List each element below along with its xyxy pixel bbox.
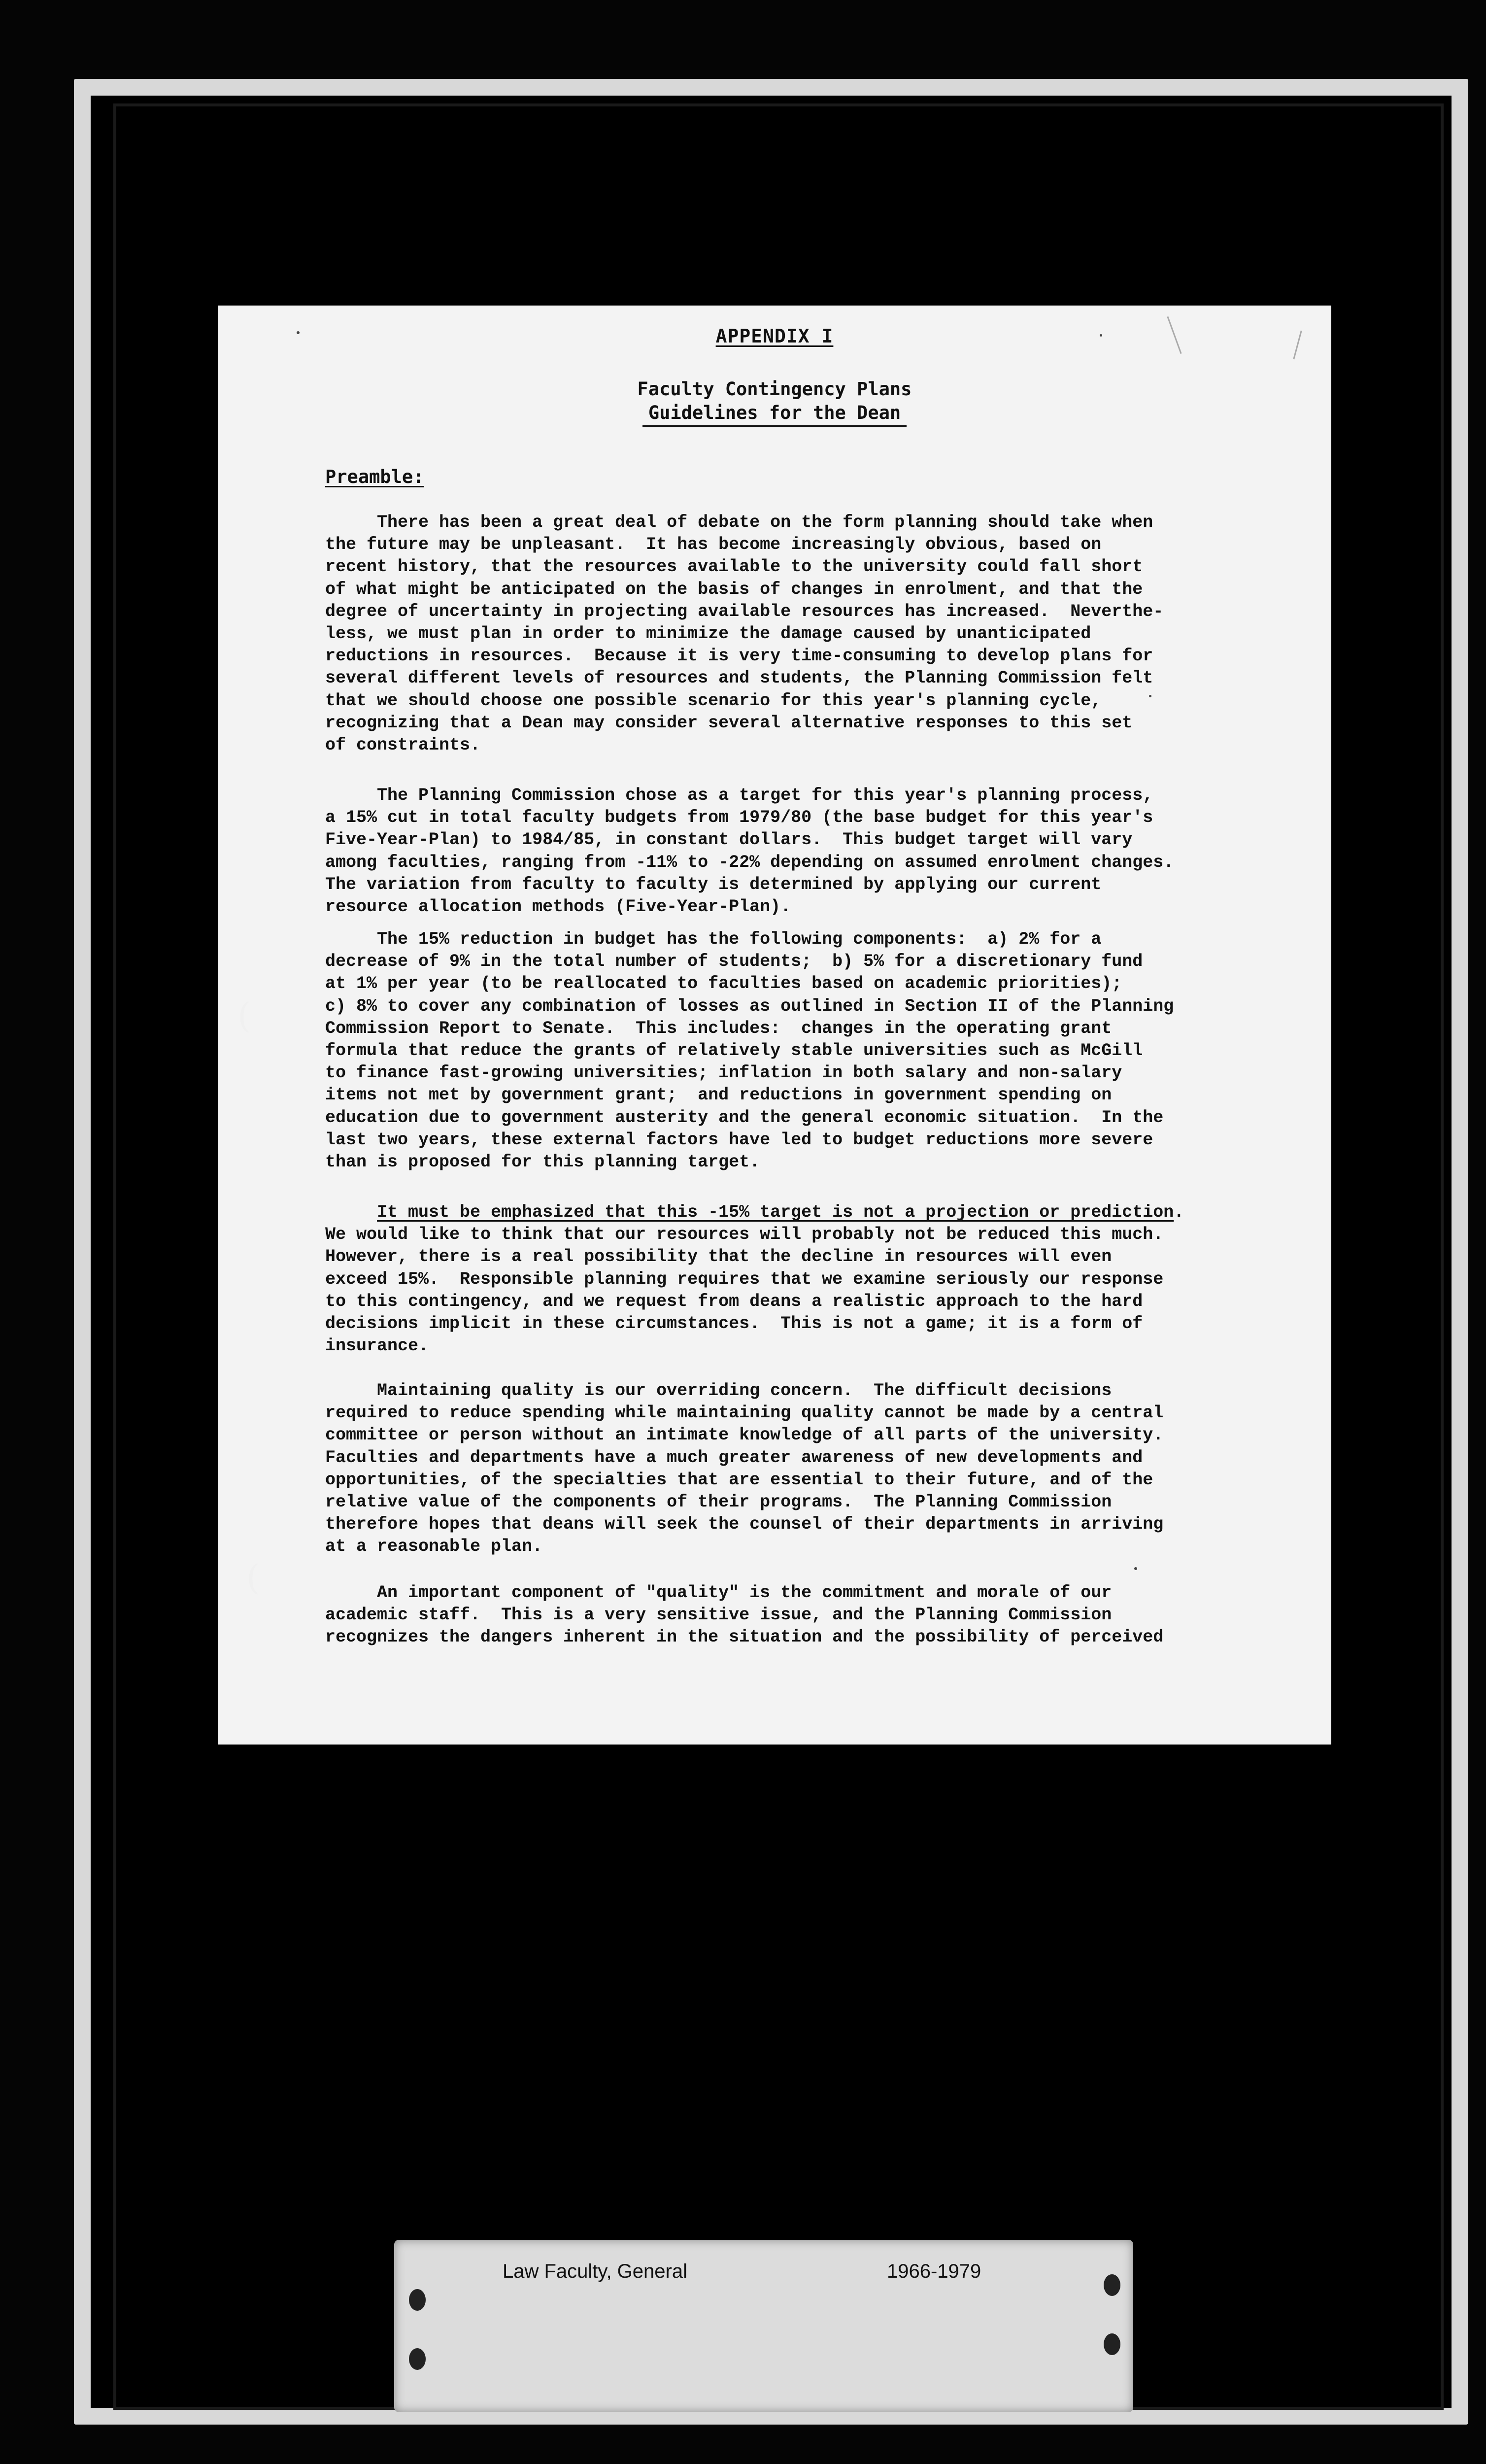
- appendix-title-text: APPENDIX I: [715, 325, 834, 347]
- film-speck: [1134, 1567, 1137, 1570]
- subtitle-line-1: Faculty Contingency Plans: [637, 378, 912, 400]
- punch-hole: [409, 2348, 426, 2370]
- margin-bracket-1: (: [237, 995, 251, 1036]
- margin-bracket-2: (: [246, 1557, 260, 1598]
- paragraph-3: The 15% reduction in budget has the following components: a) 2% for a decrease of 9% in the total number of students; b) 5% for a discretionary fund at 1% per year (to be reallocated to faculties based on academic priorities); c) 8% to cover any combination of losses as outlined in Section II of the Planning Commission Report to Senate. This includes: changes in the operating grant formula that reduce the grants of relatively stable universities such as McGill to finance fast-growing universities; inflation in both salary and non-salary items not met by government grant; and reductions in government spending on education due to government austerity and the general economic situation. In the last two years, these external factors have led to budget reductions more severe than is proposed for this planning target.: [325, 929, 1174, 1172]
- paragraph-1: There has been a great deal of debate on the form planning should take when the future may be unpleasant. It has become increasingly obvious, based on recent history, that the resources available to the university could fall short of what might be anticipated on the basis of changes in enrolment, and that the degree of uncertainty in projecting available resources has increased. Neverthe- less, we must plan in order to minimize the damage caused by unanticipated reductions in resources. Because it is very time-consuming to develop plans for several different levels of resources and students, the Planning Commission felt that we should choose one possible scenario for this year's planning cycle, recognizing that a Dean may consider several alternative responses to this set of constraints.: [325, 513, 1164, 755]
- preamble-heading: Preamble:: [325, 466, 424, 487]
- paragraph-5: Maintaining quality is our overriding concern. The difficult decisions required to reduce spending while maintaining quality cannot be made by a central committee or person without an intimate knowledge of all parts of the university. Faculties and departments have a much greater awareness of new developments and opportunities, of the specialties that are essential to their future, and of the relative value of the components of their programs. The Planning Commission therefore hopes that deans will seek the counsel of their departments in arriving at a reasonable plan.: [325, 1381, 1164, 1557]
- paragraph-4-rest: We would like to think that our resources will probably not be reduced this much. However, there is a real possibility that the decline in resources will even exceed 15%. Responsible planning requires that we examine seriously our response to this contingency, and we request from deans a realistic approach to the hard decisions implicit in these circumstances. This is not a game; it is a form of insurance.: [325, 1225, 1164, 1356]
- film-speck: [1100, 334, 1102, 337]
- punch-hole: [409, 2289, 426, 2311]
- punch-hole: [1104, 2333, 1120, 2355]
- film-speck: [297, 331, 300, 334]
- film-speck: [1149, 695, 1151, 697]
- paragraph-6: An important component of "quality" is the commitment and morale of our academic staff. This is a very sensitive issue, and the Planning Commission recognizes the dangers inherent in the situation and the possibility of perceived: [325, 1583, 1164, 1647]
- subtitle-line-2: [218, 402, 1331, 423]
- document-page: [218, 306, 1331, 1745]
- appendix-title: [218, 325, 1331, 347]
- punch-hole: [1104, 2274, 1120, 2296]
- microfilm-label-card: [394, 2240, 1133, 2412]
- subtitle-line-2-text: Guidelines for the Dean: [642, 402, 907, 427]
- emphasis-statement: It must be emphasized that this -15% target is not a projection or prediction: [377, 1202, 1174, 1222]
- paragraph-4: It must be emphasized that this -15% target is not a projection or prediction. We would like to think that our resources will probably not be reduced this much. However, there is a real possibility that the decline in resources will even exceed 15%. Responsible planning requires that we examine seriously our response to this contingency, and we request from deans a realistic approach to the hard decisions implicit in these circumstances. This is not a game; it is a form of insurance.: [325, 1202, 1184, 1356]
- years-label: 1966-1979: [887, 2260, 981, 2282]
- paragraph-2: The Planning Commission chose as a target for this year's planning process, a 15% cut in total faculty budgets from 1979/80 (the base budget for this year's Five-Year-Plan) to 1984/85, in constant dollars. This budget target will vary among faculties, ranging from -11% to -22% depending on assumed enrolment changes. The variation from faculty to faculty is determined by applying our current resource allocation methods (Five-Year-Plan).: [325, 786, 1174, 917]
- collection-label: Law Faculty, General: [503, 2260, 687, 2282]
